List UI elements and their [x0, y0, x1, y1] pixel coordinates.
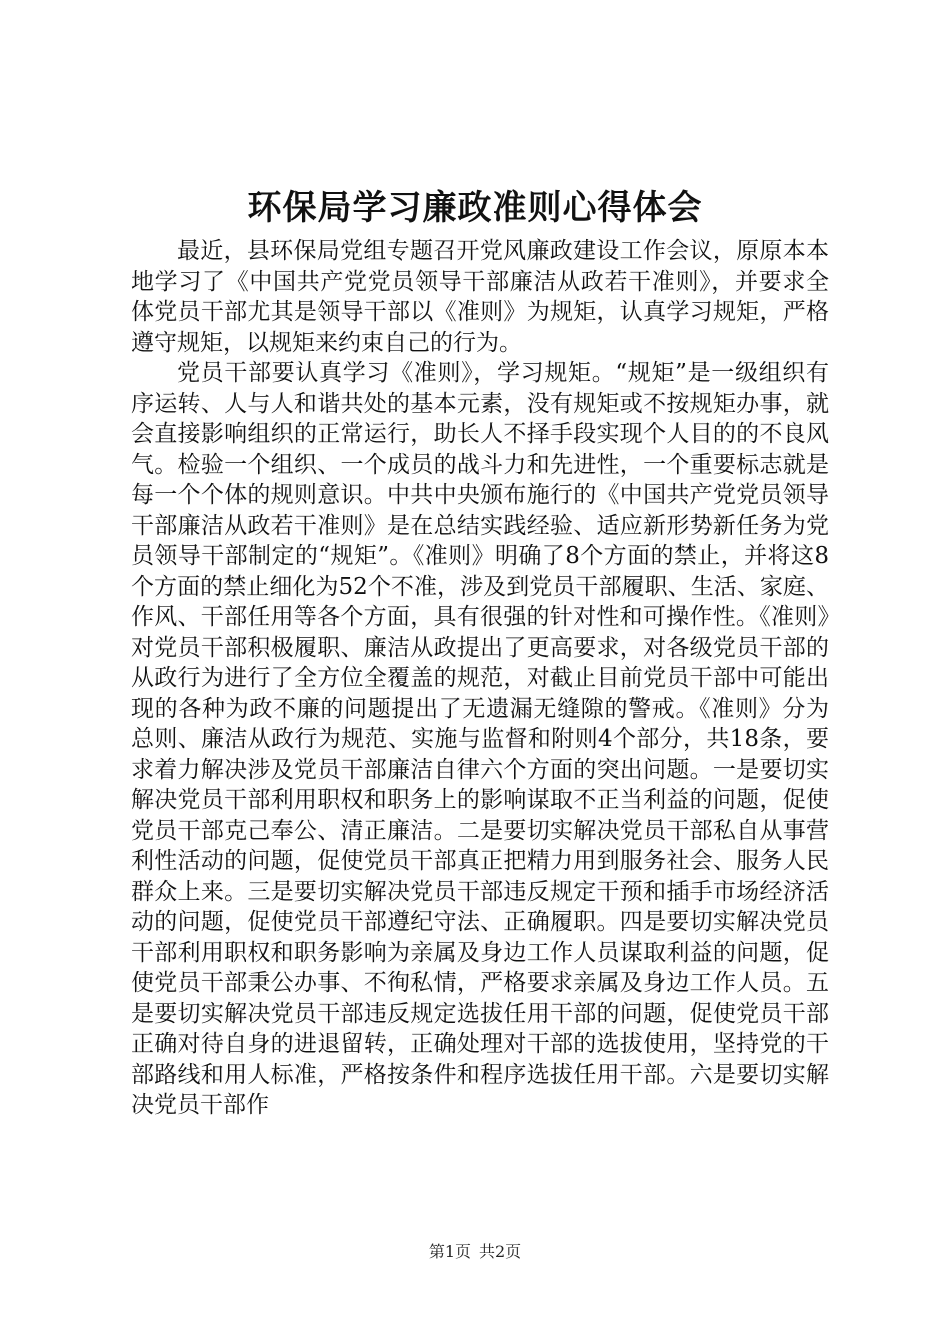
document-body: [131, 236, 829, 1121]
page-footer: [0, 1240, 950, 1264]
page-total: 共2页: [479, 1242, 522, 1261]
page-number: 第1页: [428, 1242, 471, 1261]
paragraph-1: 最近，县环保局党组专题召开党风廉政建设工作会议，原原本本地学习了《中国共产党党员领导干部廉洁从政若干准则》，并要求全体党员干部尤其是领导干部以《准则》为规矩，认真学习规矩，严格遵守规矩，以规矩来约束自己的行为。: [131, 238, 829, 356]
paragraph-2: 党员干部要认真学习《准则》，学习规矩。“规矩”是一级组织有序运转、人与人和谐共处的基本元素，没有规矩或不按规矩办事，就会直接影响组织的正常运行，助长人不择手段实现个人目的的不良风气。检验一个组织、一个成员的战斗力和先进性，一个重要标志就是每一个个体的规则意识。中共中央颁布施行的《中国共产党党员领导干部廉洁从政若干准则》是在总结实践经验、适应新形势新任务为党员领导干部制定的“规矩”。《准则》明确了8个方面的禁止，并将这8个方面的禁止细化为52个不准，涉及到党员干部履职、生活、家庭、作风、干部任用等各个方面，具有很强的针对性和可操作性。《准则》对党员干部积极履职、廉洁从政提出了更高要求，对各级党员干部的从政行为进行了全方位全覆盖的规范，对截止目前党员干部中可能出现的各种为政不廉的问题提出了无遗漏无缝隙的警戒。《准则》分为总则、廉洁从政行为规范、实施与监督和附则4个部分，共18条，要求着力解决涉及党员干部廉洁自律六个方面的突出问题。一是要切实解决党员干部利用职权和职务上的影响谋取不正当利益的问题，促使党员干部克己奉公、清正廉洁。二是要切实解决党员干部私自从事营利性活动的问题，促使党员干部真正把精力用到服务社会、服务人民群众上来。三是要切实解决党员干部违反规定干预和插手市场经济活动的问题，促使党员干部遵纪守法、正确履职。四是要切实解决党员干部利用职权和职务影响为亲属及身边工作人员谋取利益的问题，促使党员干部秉公办事、不徇私情，严格要求亲属及身边工作人员。五是要切实解决党员干部违反规定选拔任用干部的问题，促使党员干部正确对待自身的进退留转，正确处理对干部的选拔使用，坚持党的干部路线和用人标准，严格按条件和程序选拔任用干部。六是要切实解决党员干部作: [131, 360, 829, 1118]
document-title: 环保局学习廉政准则心得体会: [247, 188, 703, 228]
